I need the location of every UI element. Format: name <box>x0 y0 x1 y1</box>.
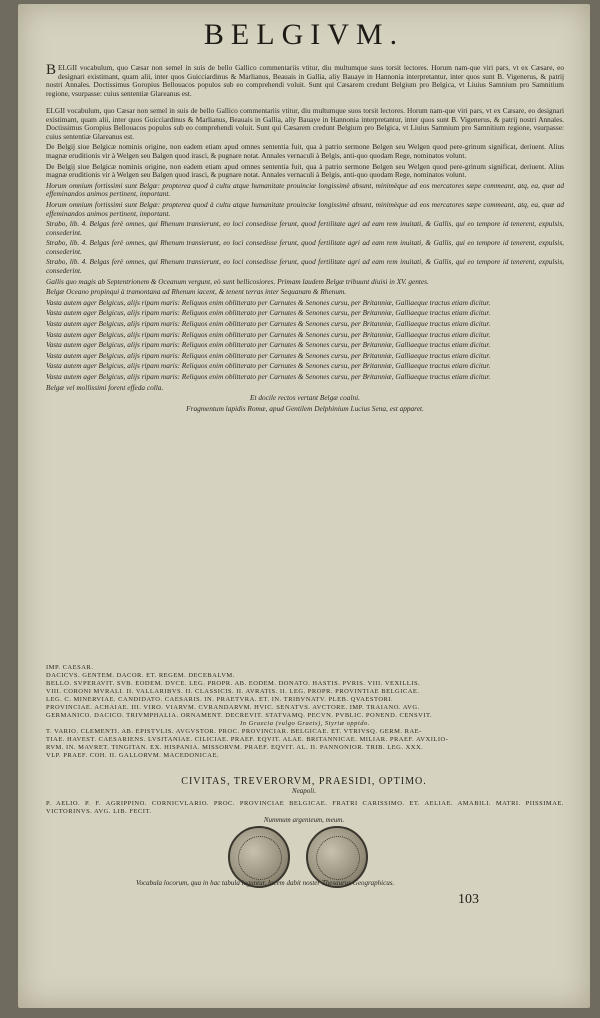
paragraph-strabo-2: Strabo, lib. 4. Belgas ferè omnes, qui Rhenum transierunt, eo loci consedisse ferunt, quod fertilitate agri ad eam rem inuitati, & Gallis, qui eo tempore id tenerent, expulsis, consederint. <box>46 238 564 256</box>
inscription-line: DACICVS. GENTEM. DACOR. ET. REGEM. DECEBALVM. <box>46 672 235 679</box>
inscription-line: BELLO. SVPERAVIT. SVB. EODEM. DVCE. LEG. PROPR. AB. EODEM. DONATO. HASTIS. PVRIS. VIII. VEXILLIS. <box>46 680 421 687</box>
paragraph-belgae: Belgæ Oceano propinqui à tramontana ad Rhenum iacent, & tenent terras inter Sequanam & Rhenum. <box>46 287 347 297</box>
paragraph-vasta-2: Vasta autem ager Belgicus, alijs ripam maris: Reliquos enim oblitterato per Carnutes & Senones cursu, per Britanniæ, Galliaeque tractus etiam dicitur. <box>46 308 491 318</box>
coin-caption: Nummum argenteum, meum. <box>263 816 345 824</box>
paragraph-fortissimi: Horum omnium fortissimi sunt Belgæ: propterea quod à cultu atque humanitate prouinciæ longissimè absunt, minimèque ad eos mercatores sæpe commeant, atq, ea, quæ ad effeminandos animos pertinent, important. <box>46 180 564 199</box>
paragraph-vasta: Vasta autem ager Belgicus, alijs ripam maris: Reliquos enim oblitterato per Carnutes & Senones cursu, per Britanniæ, Galliaeque tractus etiam dicitur. <box>46 297 491 307</box>
inscription-heading: IMP. CAESAR. <box>46 664 94 671</box>
paragraph-origin: De Belgij siue Belgicæ nominis origine, non eadem etiam apud omnes sententia fuit, qua à patrio sermone Belgen seu Welgen quod pere-grinum significat, deriuent. Alius magnæ eruditionis vir à Welgen seu Balgen quod irasci, & pugnare notat. Annales vernaculi à Belgis, anti-quo quodam Rege, nominatos volunt. <box>46 142 564 160</box>
paragraph-vasta-5: Vasta autem ager Belgicus, alijs ripam maris: Reliquos enim oblitterato per Carnutes & Senones cursu, per Britanniæ, Galliaeque tractus etiam dicitur. <box>46 340 491 350</box>
paragraph-strabo-3: Strabo, lib. 4. Belgas ferè omnes, qui Rhenum transierunt, eo loci consedisse ferunt, quod fertilitate agri ad eam rem inuitati, & Gallis, qui eo tempore id tenerent, expulsis, consederint. <box>46 257 564 276</box>
main-text <box>46 64 564 415</box>
page-title: BELGIVM. <box>203 18 405 51</box>
paragraph-origin-2: De Belgij siue Belgicæ nominis origine, non eadem etiam apud omnes sententia fuit, qua à patrio sermone Belgen seu Welgen quod pere-grinum significat, deriuent. Alius magnæ eruditionis vir à Welgen seu Balgen quod irasci, & pugnare notat. Annales vernaculi à Belgis, anti-quo quodam Rege, nominatos volunt. <box>46 161 564 180</box>
paragraph-strabo: Strabo, lib. 4. Belgas ferè omnes, qui Rhenum transierunt, eo loci consedisse ferunt, quod fertilitate agri ad eam rem inuitati, & Gallis, qui eo tempore id tenerent, expulsis, consederint. <box>46 219 564 237</box>
inscription-line: T. VARIO. CLEMENTI. AB. EPISTVLIS. AVGVSTOR. PROC. PROVINCIAR. BELGICAE. ET. VTRIVSQ. GERM. RAE- <box>46 728 422 735</box>
inscription-line: VLP. PRAEF. COH. II. GALLORVM. MACEDONICAE. <box>46 752 220 759</box>
inscription-line: LEG. C. MINERVIAE. CANDIDATO. CAESARIS. IN. PRAETVRA. ET. IN. TRIBVNATV. PLEB. QVAESTORI. <box>46 696 394 703</box>
inscription-line: GERMANICO. DACICO. TRIVMPHALIA. ORNAMENT. DECREVIT. STATVAMQ. PECVN. PVBLIC. PONEND. CENSVIT. <box>46 712 433 719</box>
inscription-line: TIAE. HAVEST. CAESARIENS. LVSITANIAE. CILICIAE. PRAEF. EQVIT. ALAE. BRITANNICAE. MILIAR. PRAEF. AVXILIO- <box>46 736 449 743</box>
paragraph-verse-1: Belgæ vel mollissimi forent effeda colla. <box>46 382 164 392</box>
paragraph-vasta-8: Vasta autem ager Belgicus, alijs ripam maris: Reliquos enim oblitterato per Carnutes & Senones cursu, per Britanniæ, Galliaeque tractus etiam dicitur. <box>46 372 491 381</box>
paragraph-fragment: Fragmentum lapidis Romæ, apud Gentilem Delphinium Lucius Sena, est apparet. <box>186 403 424 413</box>
inscription-location: In Graecia (vulgo Graets), Styriæ oppido. <box>240 720 370 727</box>
paragraph-fortissimi-2: Horum omnium fortissimi sunt Belgæ: propterea quod à cultu atque humanitate prouinciæ longissimè absunt, minimèque ad eos mercatores sæpe commeant, atq, ea, quæ ad effeminandos animos pertinent, important. <box>46 199 564 218</box>
intro-paragraph: BELGII vocabulum, quo Cæsar non semel in suis de bello Gallico commentariis vtitur, diu multumque suos torsit lectores. Horum nam-que viri pars, vt ex Cæsare, eo designari existimant, quam alii, inter quos Guicciardinus & Marlianus, Beauais in Gallia, aliy Bauaye in Hannonia interpretantur, inter quos sunt B. Vigenerus, & patrij nostri Annales. Doctissimus Goropius Bellouacos populos sub eo comprehendi voluit. Sunt qui Cæsarem credunt Belgium pro Belgica, vt Liuius Samnium pro Samnitium regione, vsurpasse: cuius sententiæ Glareanus est. ELGII vocabulum, quo Cæsar non semel in suis de bello Gallico commentariis vtitur, diu multumque suos torsit lectores. Horum nam-que viri pars, vt ex Cæsare, eo designari existimant, quam alii, inter quos Guicciardinus & Marlianus, Beauais in Gallia, aliy Bauaye in Hannonia interpretantur, inter quos sunt B. Vigenerus, & patrij nostri Annales. Doctissimus Goropius Bellouacos populos sub eo comprehendi voluit. Sunt qui Cæsarem credunt Belgium pro Belgica, vt Liuius Samnium pro Samnitium regione, vsurpasse: cuius sententiæ Glareanus est. <box>46 62 564 141</box>
paragraph-vasta-4: Vasta autem ager Belgicus, alijs ripam maris: Reliquos enim oblitterato per Carnutes & Senones cursu, per Britanniæ, Galliaeque tractus etiam dicitur. <box>46 329 491 339</box>
civitas-heading: CIVITAS, TREVERORVM, PRAESIDI, OPTIMO. <box>181 776 427 787</box>
civitas-sub: Neapoli. <box>292 787 316 795</box>
roman-inscription <box>46 664 564 760</box>
paragraph-verse-2: Et docile rectos vertant Belgæ coalni. <box>250 393 360 403</box>
paragraph-gallis: Gallis quo magis ab Septentrionem & Oceanum vergunt, eò sunt bellicosiores. Primam laudem Belgæ tribuunt diuisi in XV. gentes. <box>46 276 429 286</box>
inscription-line: VIII. CORONI MVRALI. II. VALLARIBVS. II. CLASSICIS. II. AVRATIS. II. LEG. PROPR. PROVINTIAE BELGICAE. <box>46 688 420 695</box>
paragraph-vasta-7: Vasta autem ager Belgicus, alijs ripam maris: Reliquos enim oblitterato per Carnutes & Senones cursu, per Britanniæ, Galliaeque tractus etiam dicitur. <box>46 361 491 371</box>
drop-cap: B <box>46 62 57 78</box>
book-page <box>18 4 590 1008</box>
dedication: P. AELIO. P. F. AGRIPPINO. CORNICVLARIO. PROC. PROVINCIAE BELGICAE. FRATRI CARISSIMO. ET. AELIAE. AMABILI. MATRI. PIISSIMAE. VICTORINVS. AVG. LIB. FECIT. <box>46 800 564 815</box>
coin-pair <box>228 826 368 886</box>
footer-note: Vocabula locorum, qua in hac tabula leguntur, lucem dabit noster Thesaurus Geographicus. <box>136 879 395 887</box>
inscription-line: PROVINCIAE. ACHAIAE. III. VIRO. VIARVM. CVRANDARVM. HVIC. SENATVS. AVCTORE. IMP. TRAIANO. AVG. <box>46 704 420 711</box>
page-number: 103 <box>458 892 479 907</box>
inscription-line: RVM. IN. MAVRET. TINGITAN. EX. HISPANIA. MISSORVM. PRAEF. EQVIT. AL. II. PANNONIOR. TRIB. LEG. XXX. <box>46 744 424 751</box>
paragraph-vasta-6: Vasta autem ager Belgicus, alijs ripam maris: Reliquos enim oblitterato per Carnutes & Senones cursu, per Britanniæ, Galliaeque tractus etiam dicitur. <box>46 350 491 360</box>
paragraph-vasta-3: Vasta autem ager Belgicus, alijs ripam maris: Reliquos enim oblitterato per Carnutes & Senones cursu, per Britanniæ, Galliaeque tractus etiam dicitur. <box>46 319 491 329</box>
